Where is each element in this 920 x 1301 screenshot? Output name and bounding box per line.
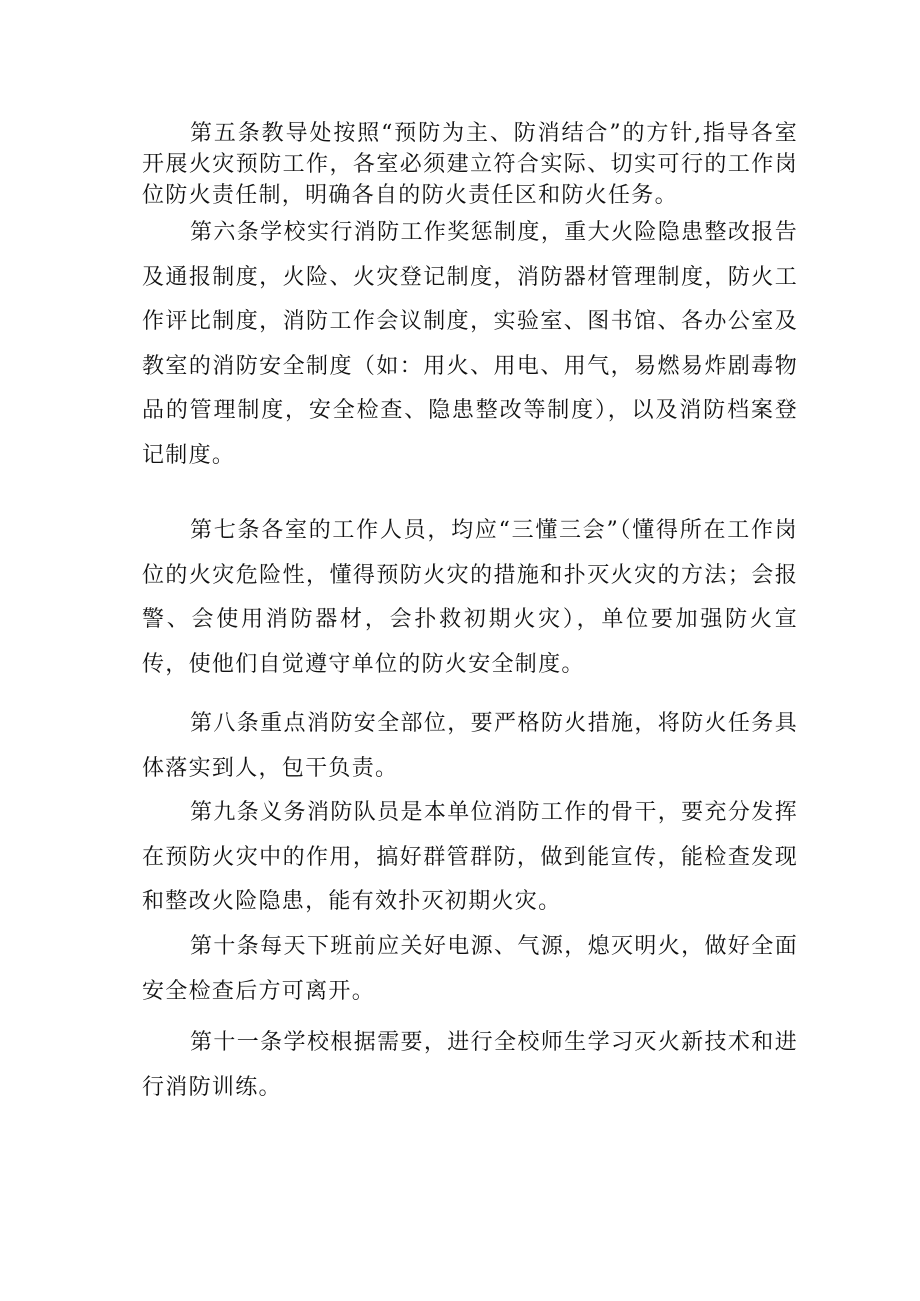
article-8-paragraph: 第八条重点消防安全部位，要严格防火措施，将防火任务具体落实到人，包干负责。 [142, 711, 798, 781]
article-11-paragraph: 第十一条学校根据需要，进行全校师生学习灭火新技术和进行消防训练。 [142, 1030, 798, 1100]
article-5-paragraph: 第五条教导处按照“预防为主、防消结合”的方针,指导各室开展火灾预防工作，各室必须建立符合实际、切实可行的工作岗位防火责任制，明确各自的防火责任区和防火任务。 [142, 121, 798, 208]
article-10-paragraph: 第十条每天下班前应关好电源、气源，熄灭明火，做好全面安全检查后方可离开。 [142, 934, 798, 1004]
article-9-paragraph: 第九条义务消防队员是本单位消防工作的骨干，要充分发挥在预防火灾中的作用，搞好群管群防，做到能宣传，能检查发现和整改火险隐患，能有效扑灭初期火灾。 [142, 800, 798, 914]
article-7-paragraph: 第七条各室的工作人员，均应“三懂三会”（懂得所在工作岗位的火灾危险性，懂得预防火灾的措施和扑灭火灾的方法；会报警、会使用消防器材，会扑救初期火灾），单位要加强防火宣传，使他们自觉遵守单位的防火安全制度。 [142, 518, 798, 677]
article-6-paragraph: 第六条学校实行消防工作奖惩制度，重大火险隐患整改报告及通报制度，火险、火灾登记制度，消防器材管理制度，防火工作评比制度，消防工作会议制度，实验室、图书馆、各办公室及教室的消防安全制度（如：用火、用电、用气，易燃易炸剧毒物品的管理制度，安全检查、隐患整改等制度），以及消防档案登记制度。 [142, 220, 798, 468]
